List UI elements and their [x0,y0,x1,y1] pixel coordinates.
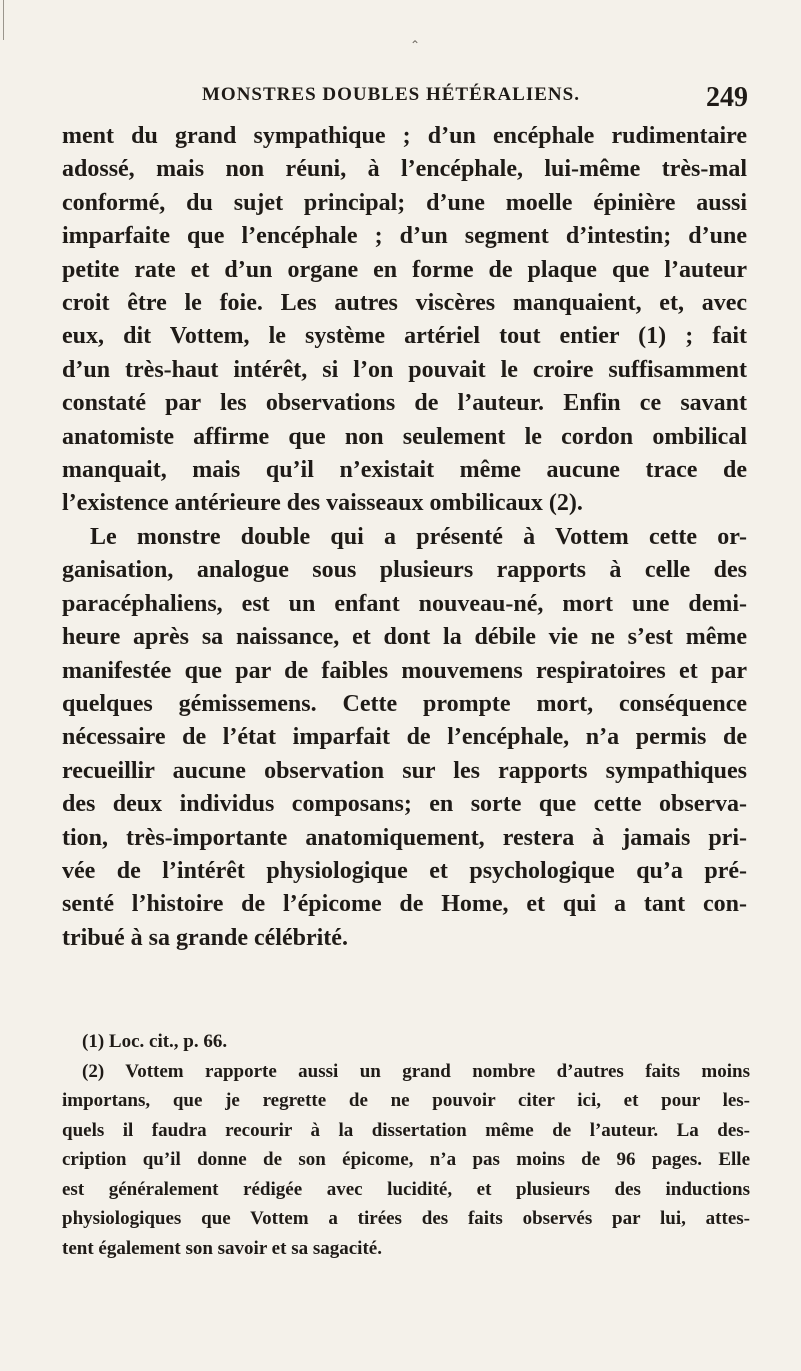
footnote-line: (2) Vottem rapporte aussi un grand nombre d’autres faits moins [82,1060,750,1082]
footnote-line: tent également son savoir et sa sagacité. [62,1237,382,1259]
footnote-line: cription qu’il donne de son épicome, n’a pas moins de 96 pages. Elle [62,1149,750,1170]
footnote-line: (1) Loc. cit., p. 66. [82,1031,228,1052]
text-line: des deux individus composans; en sorte que cette observa- [62,791,747,818]
text-line: ganisation, analogue sous plusieurs rapports à celle des [62,557,747,584]
main-text [62,120,747,955]
text-line: d’un très-haut intérêt, si l’on pouvait le croire suffisamment [62,356,747,383]
text-line: heure après sa naissance, et dont la débile vie ne s’est même [62,624,747,651]
text-line: recueillir aucune observation sur les rapports sympathiques [62,757,747,784]
text-line: manquait, mais qu’il n’existait même aucune trace de [62,457,747,484]
text-line: paracéphaliens, est un enfant nouveau-né, mort une demi- [62,590,747,617]
text-line: ment du grand sympathique ; d’un encéphale rudimentaire [62,123,747,149]
text-line: croit être le foie. Les autres viscères manquaient, et, avec [62,290,747,317]
running-head: MONSTRES DOUBLES HÉTÉRALIENS. [202,84,580,105]
text-line: nécessaire de l’état imparfait de l’encéphale, n’a permis de [62,724,747,751]
page-edge-mark: ⌃ [410,38,421,52]
footnote-line: importans, que je regrette de ne pouvoir citer ici, et pour les- [62,1090,750,1111]
text-line: constaté par les observations de l’auteur. Enfin ce savant [62,390,747,417]
text-line: senté l’histoire de l’épicome de Home, et qui a tant con- [62,891,747,918]
text-line: quelques gémissemens. Cette prompte mort, conséquence [62,690,747,717]
page-header [0,84,801,114]
text-line: vée de l’intérêt physiologique et psychologique qu’a pré- [62,857,747,884]
text-line: imparfaite que l’encéphale ; d’un segment d’intestin; d’une [62,223,747,250]
footnote-line: est généralement rédigée avec lucidité, et plusieurs des inductions [62,1178,750,1200]
text-line: eux, dit Vottem, le système artériel tout entier (1) ; fait [62,323,747,350]
footnote-line: quels il faudra recourir à la dissertation même de l’auteur. La des- [62,1119,750,1141]
text-line: manifestée que par de faibles mouvemens respiratoires et par [62,657,747,684]
footnote-line: physiologiques que Vottem a tirées des faits observés par lui, attes- [62,1208,750,1229]
text-line: tribué à sa grande célébrité. [62,924,348,951]
footnotes [62,1027,750,1263]
text-line: anatomiste affirme que non seulement le cordon ombilical [62,423,747,450]
text-line: conformé, du sujet principal; d’une moelle épinière aussi [62,189,747,216]
text-line: l’existence antérieure des vaisseaux ombilicaux (2). [62,490,583,517]
text-line: adossé, mais non réuni, à l’encéphale, lui-même très-mal [62,156,747,183]
page-number: 249 [706,82,748,113]
text-line: petite rate et d’un organe en forme de plaque que l’auteur [62,256,747,283]
text-line: Le monstre double qui a présenté à Vottem cette or- [90,523,747,550]
text-line: tion, très-importante anatomiquement, restera à jamais pri- [62,824,747,851]
page-edge-line [3,0,4,40]
